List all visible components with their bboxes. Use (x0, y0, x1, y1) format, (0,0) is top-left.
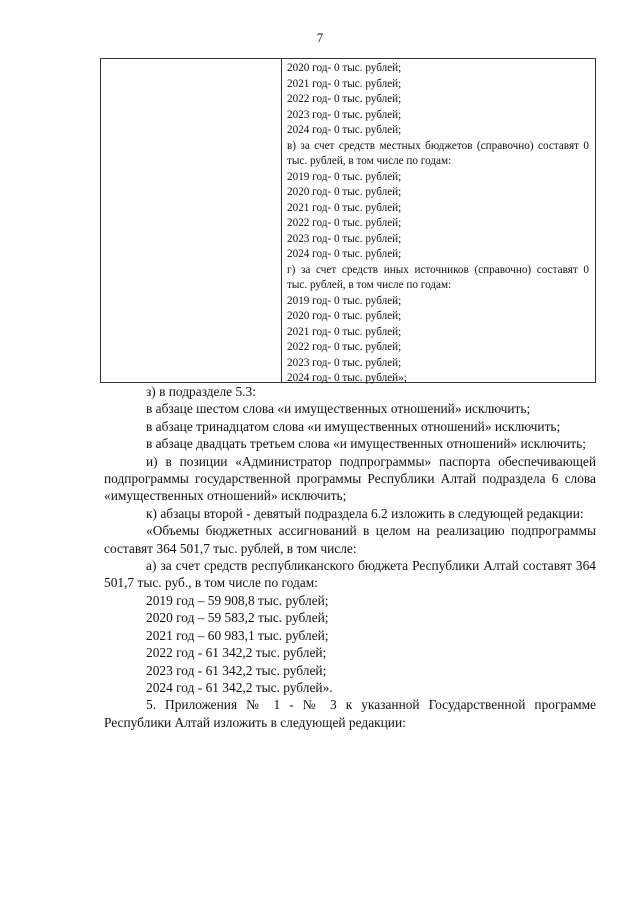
table-cell-line: 2021 год- 0 тыс. рублей; (287, 325, 402, 338)
table-cell-line: 2022 год- 0 тыс. рублей; (287, 341, 402, 353)
body-paragraph: в абзаце двадцать третьем слова «и имущественных отношений» исключить; (146, 436, 586, 452)
table-cell-line: 2023 год- 0 тыс. рублей; (287, 356, 402, 369)
body-paragraph: 2022 год - 61 342,2 тыс. рублей; (146, 645, 327, 661)
body-paragraph: 2020 год – 59 583,2 тыс. рублей; (146, 610, 329, 626)
body-paragraph: 5. Приложения № 1 - № 3 к указанной Государственной программе Республики Алтай изложить в следующей редакции: (104, 697, 596, 730)
body-paragraph: «Объемы бюджетных ассигнований в целом на реализацию подпрограммы составят 364 501,7 тыс. рублей, в том числе: (104, 523, 596, 556)
table-cell-line: 2021 год- 0 тыс. рублей; (287, 77, 402, 90)
table-cell-line: 2023 год- 0 тыс. рублей; (287, 108, 402, 121)
body-paragraph: з) в подразделе 5.3: (146, 384, 256, 399)
table-cell-line: 2022 год- 0 тыс. рублей; (287, 93, 402, 105)
table-cell-line: 2024 год- 0 тыс. рублей; (287, 248, 402, 260)
page-number: 7 (316, 30, 324, 45)
table-cell-line: 2024 год- 0 тыс. рублей; (287, 124, 402, 136)
table-cell-line: 2021 год- 0 тыс. рублей; (287, 201, 402, 214)
table-cell-line: 2019 год- 0 тыс. рублей; (287, 294, 402, 307)
table-cell-line: 2020 год- 0 тыс. рублей; (287, 186, 402, 198)
table-right-cell (287, 61, 589, 387)
body-paragraph: а) за счет средств республиканского бюджета Республики Алтай составят 364 501,7 тыс. руб., в том числе по годам: (104, 558, 596, 591)
table-cell-line: 2020 год- 0 тыс. рублей; (287, 62, 402, 74)
body-paragraph: 2024 год - 61 342,2 тыс. рублей». (146, 679, 333, 695)
table-cell-paragraph: г) за счет средств иных источников (справочно) составят 0 тыс. рублей, в том числе по годам: (287, 263, 589, 291)
table-cell-line: 2024 год- 0 тыс. рублей»; (287, 372, 407, 384)
table-cell-line: 2023 год- 0 тыс. рублей; (287, 232, 402, 245)
body-paragraph: 2021 год – 60 983,1 тыс. рублей; (146, 627, 329, 643)
table-cell-line: 2019 год- 0 тыс. рублей; (287, 170, 402, 183)
body-paragraph: в абзаце тринадцатом слова «и имущественных отношений» исключить; (146, 418, 561, 434)
column-divider (281, 59, 282, 382)
body-paragraph: 2019 год – 59 908,8 тыс. рублей; (146, 592, 329, 608)
table-cell-paragraph: в) за счет средств местных бюджетов (справочно) составят 0 тыс. рублей, в том числе по годам: (287, 139, 589, 167)
passport-table (100, 58, 596, 383)
table-cell-line: 2022 год- 0 тыс. рублей; (287, 217, 402, 229)
body-paragraph: и) в позиции «Администратор подпрограммы» паспорта обеспечивающей подпрограммы государственной программы Республики Алтай подраздела 6 слова «имущественных отношений» исключить; (104, 453, 596, 504)
body-paragraph: 2023 год - 61 342,2 тыс. рублей; (146, 662, 327, 678)
document-body (104, 383, 596, 731)
body-paragraph: в абзаце шестом слова «и имущественных отношений» исключить; (146, 401, 531, 417)
table-cell-line: 2020 год- 0 тыс. рублей; (287, 310, 402, 322)
body-paragraph: к) абзацы второй - девятый подраздела 6.2 изложить в следующей редакции: (146, 505, 584, 521)
